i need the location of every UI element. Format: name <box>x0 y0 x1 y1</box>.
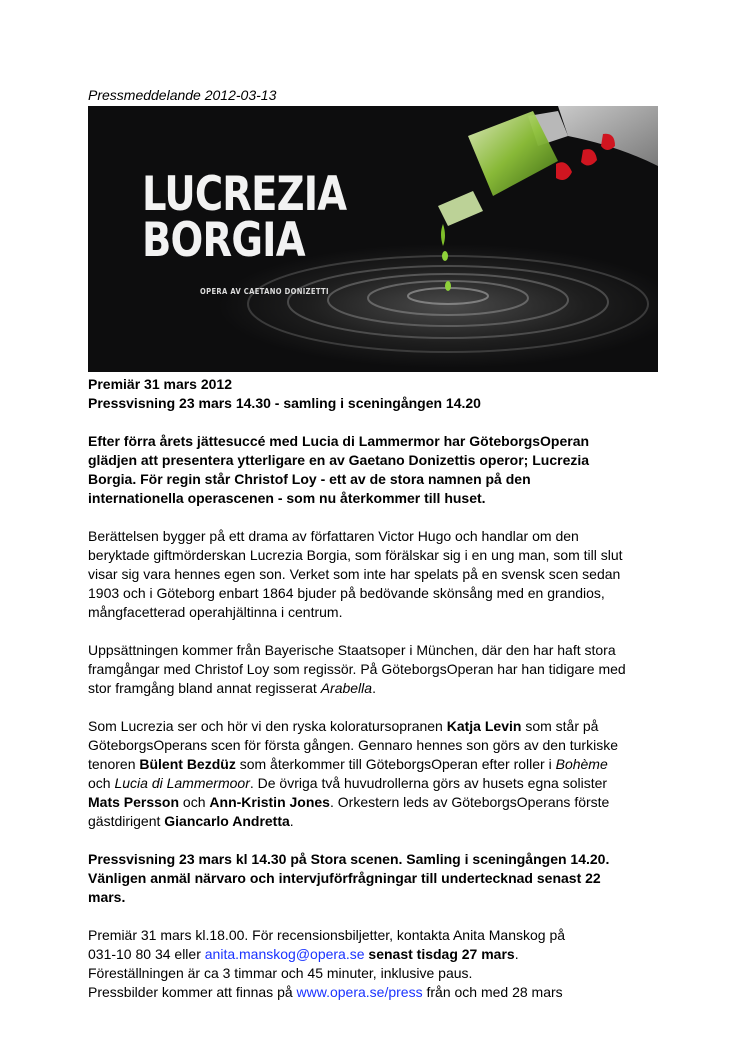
story-paragraph: Berättelsen bygger på ett drama av författaren Victor Hugo och handlar om den beryktade giftmörderskan Lucrezia Borgia, som förälskar sig i en ung man, som till slut visar sig vara hennes egen son. Verket som inte har spelats på en svensk scen sedan 1903 och i Göteborg enbart 1864 bjuder på bedövande skönsång med en grandios, mångfacetterad operahjältinna i centrum. <box>88 528 623 620</box>
premiere-line: Premiär 31 mars 2012 Pressvisning 23 mars 14.30 - samling i sceningången 14.20 <box>88 376 481 411</box>
production-paragraph: Uppsättningen kommer från Bayerische Staatsoper i München, där den har haft stora framgångar med Christof Loy som regissör. På GöteborgsOperan har han tidigare med stor framgång bland annat regisserat Arabella. <box>88 642 626 696</box>
press-images-link[interactable]: www.opera.se/press <box>296 984 423 1000</box>
press-viewing-paragraph: Pressvisning 23 mars kl 14.30 på Stora scenen. Samling i sceningången 14.20. Vänligen anmäl närvaro och intervjuförfrågningar till undertecknad senast 22 mars. <box>88 851 610 905</box>
hero-image <box>88 106 658 372</box>
email-link[interactable]: anita.manskog@opera.se <box>204 946 365 962</box>
press-release <box>88 86 672 1002</box>
hero-subtitle: OPERA AV CAETANO DONIZETTI <box>200 287 329 296</box>
press-release-date: Pressmeddelande 2012-03-13 <box>88 87 277 103</box>
contact-paragraph: Premiär 31 mars kl.18.00. För recensionsbiljetter, kontakta Anita Manskog på 031-10 80 34 eller anita.manskog@opera.se senast tisdag 27 mars. Föreställningen är ca 3 timmar och 45 minuter, inklusive paus. Pressbilder kommer att finnas på www.opera.se/press från och med 28 mars <box>88 927 566 1000</box>
hero-title: LUCREZIA BORGIA <box>142 167 347 268</box>
lead-paragraph: Efter förra årets jättesuccé med Lucia di Lammermor har GöteborgsOperan glädjen att presentera ytterligare en av Gaetano Donizettis operor; Lucrezia Borgia. För regin står Christof Loy - ett av de stora namnen på den internationella operascenen - som nu återkommer till huset. <box>88 433 590 506</box>
cast-paragraph: Som Lucrezia ser och hör vi den ryska koloratursopranen Katja Levin som står på GöteborgsOperans scen för första gången. Gennaro hennes son görs av den turkiske tenoren Bülent Bezdüz som återkommer till GöteborgsOperan efter roller i Bohème och Lucia di Lammermoor. De övriga två huvudrollerna görs av husets egna solister Mats Persson och Ann-Kristin Jones. Orkestern leds av GöteborgsOperans förste gästdirigent Giancarlo Andretta. <box>88 718 618 829</box>
